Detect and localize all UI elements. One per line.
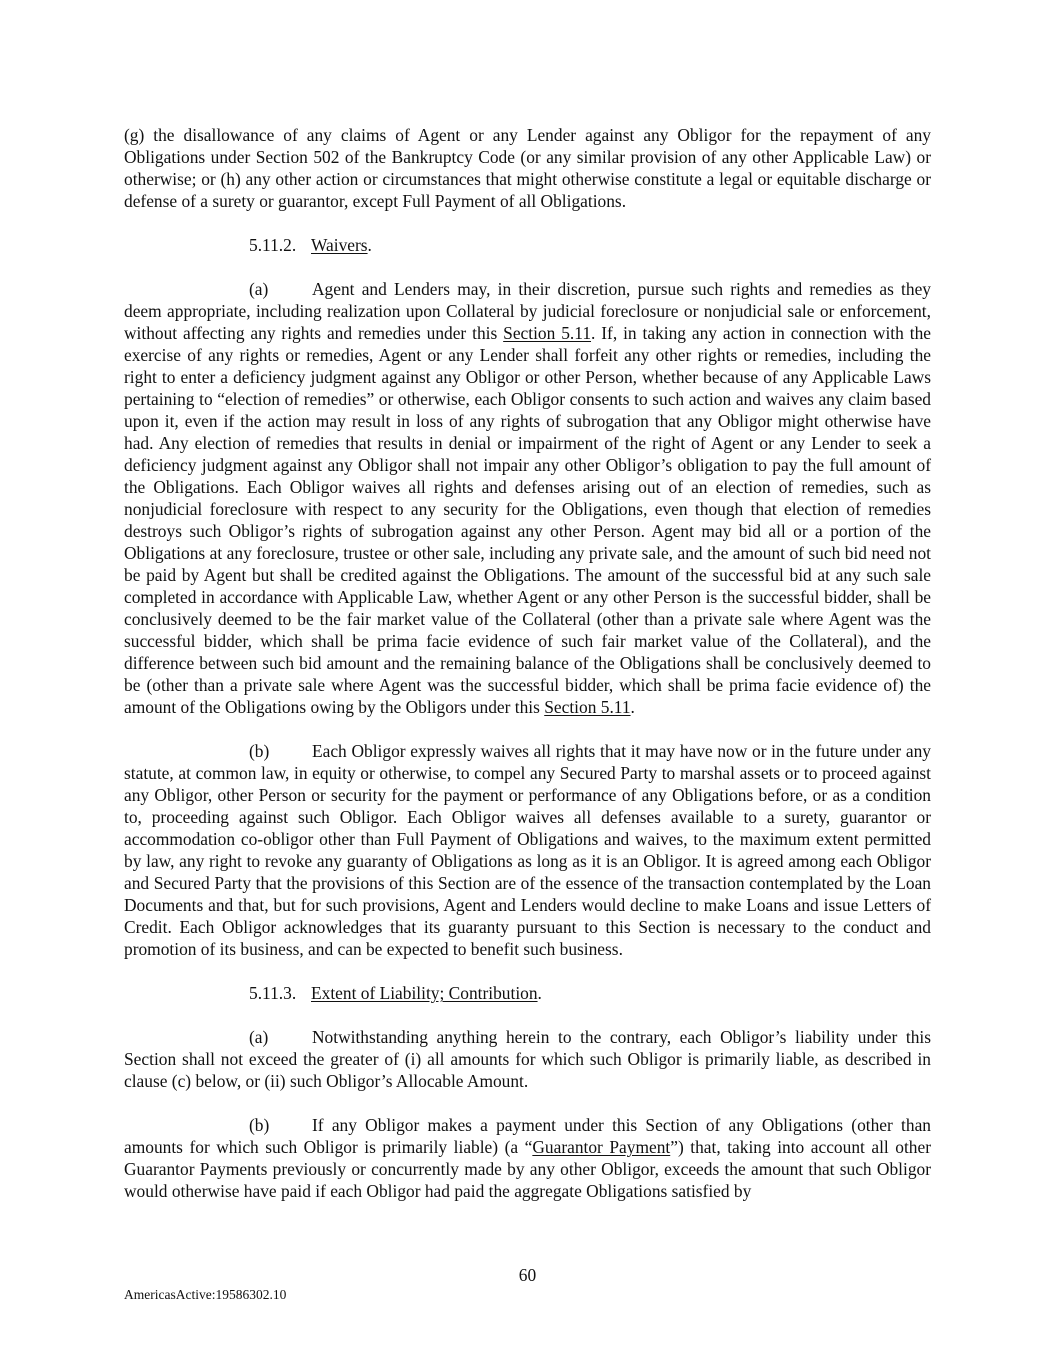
section-title-suffix: . (537, 983, 542, 1003)
paragraph-intro-text: (g) the disallowance of any claims of Agent or any Lender against any Obligor for the repayment of any Obligations under Section 502 of the Bankruptcy Code (or any similar provision of any other Applicable Law) or otherwise; or (h) any other action or circumstances that might otherwise constitute a legal or equitable discharge or defense of a surety or guarantor, except Full Payment of all Obligations. (124, 125, 931, 211)
section-reference: Section 5.11 (544, 697, 631, 717)
section-title-suffix: . (367, 235, 372, 255)
page-number: 60 (518, 1265, 537, 1285)
section-number: 5.11.3. (249, 983, 297, 1003)
paragraph-intro (124, 124, 931, 212)
section-title: Extent of Liability; Contribution (311, 983, 538, 1003)
clause-text: If any Obligor makes a payment under this Section of any Obligations (other than amounts for which such Obligor is primarily liable) (a “ (124, 1115, 931, 1157)
clause-label: (b) (249, 1115, 270, 1135)
clause-text: . If, in taking any action in connection with the exercise of any rights or remedies, Agent or any Lender shall forfeit any other rights or remedies, including the right to enter a deficiency judgment against any Obligor or other Person, whether because of any Applicable Laws pertaining to “election of remedies” or otherwise, each Obligor consents to such action and waives any claim based upon it, even if the action may result in loss of any rights of subrogation that any Obligor might otherwise have had. Any election of remedies that results in denial or impairment of the right of Agent or any Lender to seek a deficiency judgment against any Obligor shall not impair any other Obligor’s obligation to pay the full amount of the Obligations. Each Obligor waives all rights and defenses arising out of an election of remedies, such as nonjudicial foreclosure with respect to any security for the Obligations, even though that election of remedies destroys such Obligor’s rights of subrogation against any other Person. Agent may bid all or a portion of the Obligations at any foreclosure, trustee or other sale, including any private sale, and the amount of such bid need not be paid by Agent but shall be credited against the Obligations. The amount of the successful bid at any such sale completed in accordance with Applicable Law, whether Agent or any other Person is the successful bidder, shall be conclusively deemed to be the fair market value of the Collateral (other than a private sale where Agent was the successful bidder, which shall be prima facie evidence of such fair market value of the Collateral), and the difference between such bid amount and the remaining balance of the Obligations shall be conclusively deemed to be (other than a private sale where Agent was the successful bidder, which shall be prima facie evidence of) the amount of the Obligations owing by the Obligors under this (124, 323, 931, 717)
section-reference: Section 5.11 (503, 323, 592, 343)
clause-5-11-2-b (124, 740, 931, 960)
section-heading-5-11-2 (124, 234, 931, 256)
clause-text: Each Obligor expressly waives all rights that it may have now or in the future under any statute, at common law, in equity or otherwise, to compel any Secured Party to marshal assets or to proceed against any Obligor, other Person or security for the payment or performance of any Obligations before, or as a condition to, proceeding against such Obligor. Each Obligor waives all defenses available to a surety, guarantor or accommodation co-obligor other than Full Payment of Obligations and waives, to the maximum extent permitted by law, any right to revoke any guaranty of Obligations as long as it is an Obligor. It is agreed among each Obligor and Secured Party that the provisions of this Section are of the essence of the transaction contemplated by the Loan Documents and that, but for such provisions, Agent and Lenders would decline to make Loans and issue Letters of Credit. Each Obligor acknowledges that its guaranty pursuant to this Section is necessary to the conduct and promotion of its business, and can be expected to benefit such business. (124, 741, 931, 959)
clause-label: (b) (249, 741, 270, 761)
clause-text: Notwithstanding anything herein to the contrary, each Obligor’s liability under this Section shall not exceed the greater of (i) all amounts for which such Obligor is primarily liable, as described in clause (c) below, or (ii) such Obligor’s Allocable Amount. (124, 1027, 931, 1091)
clause-text: ”) that, taking into account all other Guarantor Payments previously or concurrently made by any other Obligor, exceeds the amount that such Obligor would otherwise have paid if each Obligor had paid the aggregate Obligations satisfied by (124, 1137, 932, 1201)
document-body (124, 124, 931, 1224)
section-number: 5.11.2. (249, 235, 297, 255)
clause-text: . (630, 697, 635, 717)
clause-text: Agent and Lenders may, in their discretion, pursue such rights and remedies as they deem appropriate, including realization upon Collateral by judicial foreclosure or nonjudicial sale or enforcement, without affecting any rights and remedies under this (124, 279, 931, 343)
clause-5-11-3-a (124, 1026, 931, 1092)
defined-term: Guarantor Payment (532, 1137, 671, 1157)
clause-label: (a) (249, 1027, 269, 1047)
document-id: AmericasActive:19586302.10 (124, 1287, 287, 1302)
clause-5-11-3-b (124, 1114, 931, 1202)
section-title: Waivers (311, 235, 368, 255)
clause-label: (a) (249, 279, 269, 299)
clause-5-11-2-a (124, 278, 931, 718)
section-heading-5-11-3 (124, 982, 931, 1004)
